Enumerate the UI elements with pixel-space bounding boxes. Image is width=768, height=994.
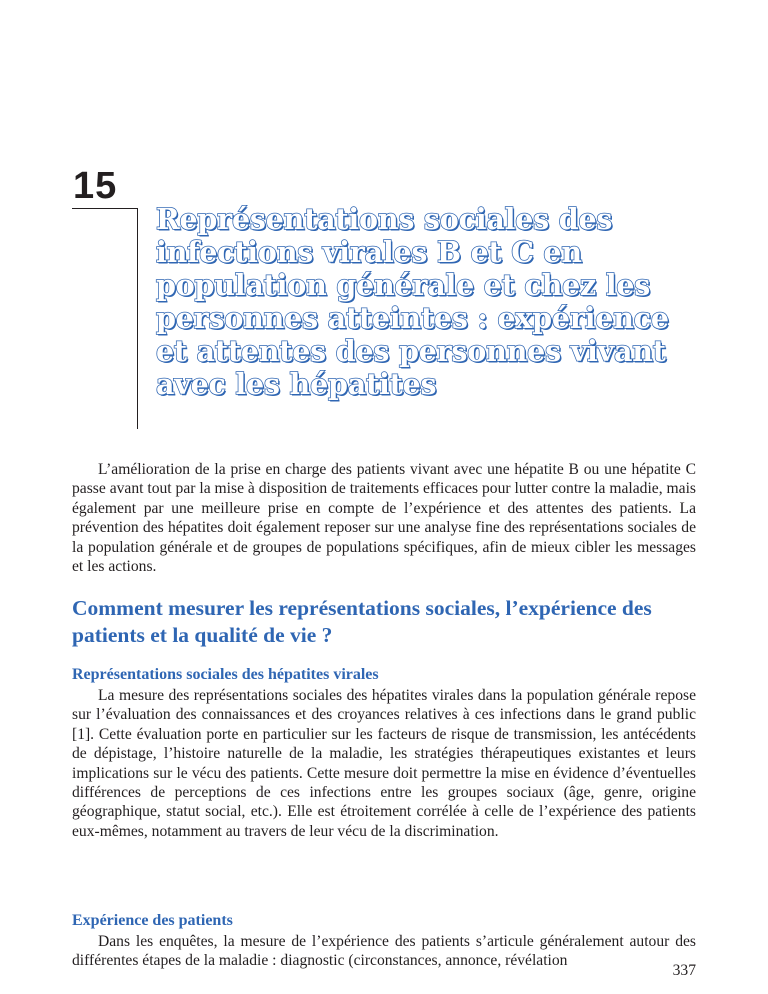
- chapter-rule-vertical: [137, 208, 138, 429]
- chapter-rule-horizontal: [72, 208, 138, 209]
- subsection-heading-experience: Expérience des patients: [72, 912, 233, 929]
- page-number: 337: [672, 962, 696, 979]
- intro-paragraph: L’amélioration de la prise en charge des patients vivant avec une hépatite B ou une hépatite C passe avant tout par la mise à disposition de traitements efficaces pour lutter contre la maladie, mais également par une meilleure prise en compte de l’expérience et des attentes des patients. La prévention des hépatites doit également reposer sur une analyse fine des représentations sociales de la population générale et de groupes de populations spécifiques, afin de mieux cibler les messages et les actions.: [72, 461, 696, 576]
- chapter-number: 15: [73, 165, 118, 207]
- section-heading: Comment mesurer les représentations sociales, l’expérience des patients et la qualité de vie ?: [72, 596, 652, 647]
- subsection-paragraph-experience: Dans les enquêtes, la mesure de l’expérience des patients s’articule généralement autour des différentes étapes de la maladie : diagnostic (circonstances, annonce, révélation: [72, 933, 696, 970]
- subsection-paragraph-representations: La mesure des représentations sociales des hépatites virales dans la population générale repose sur l’évaluation des connaissances et des croyances relatives à ces infections dans le grand public [1]. Cette évaluation porte en particulier sur les facteurs de risque de transmission, les antécédents de dépistage, l’histoire naturelle de la maladie, les stratégies thérapeutiques existantes et leurs implications sur le vécu des patients. Cette mesure doit permettre la mise en évidence d’éventuelles différences de perceptions de ces infections entre les groupes sociaux (âge, genre, origine géographique, statut social, etc.). Elle est étroitement corrélée à celle de l’expérience des patients eux-mêmes, notamment au travers de leur vécu de la discrimination.: [72, 687, 696, 840]
- chapter-title: Représentations sociales des infections virales B et C en population générale et chez les personnes atteintes : expérience et attentes des personnes vivant avec les hépatites: [156, 202, 669, 401]
- subsection-heading-representations: Représentations sociales des hépatites virales: [72, 666, 379, 683]
